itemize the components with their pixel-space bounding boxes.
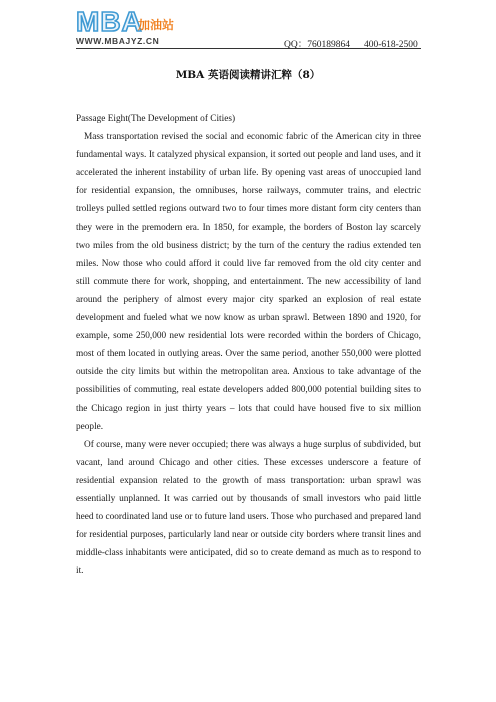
header-rule [76, 48, 421, 49]
paragraph: Mass transportation revised the social and economic fabric of the American city in three fundamental ways. It catalyzed physical expansion, it sorted out people and land uses, and it accelerated the inherent instability of urban life. By opening vast areas of unoccupied land for residential expansion, the omnibuses, horse railways, commuter trains, and electric trolleys pulled settled regions outward two to four times more distant form city centers than they were in the premodern era. In 1850, for example, the borders of Boston lay scarcely two miles from the old business district; by the turn of the century the radius extended ten miles. Now those who could afford it could live far removed from the old city center and still commute there for work, shopping, and entertainment. The new accessibility of land around the periphery of almost every major city sparked an explosion of real estate development and fueled what we now know as urban sprawl. Between 1890 and 1920, for example, some 250,000 new residential lots were recorded within the borders of Chicago, most of them located in outlying areas. Over the same period, another 550,000 were plotted outside the city limits but within the metropolitan area. Anxious to take advantage of the possibilities of commuting, real estate developers added 800,000 potential building sites to the Chicago region in just thirty years – lots that could have housed five to six million people. [76, 132, 421, 432]
passage-title: Passage Eight(The Development of Cities) [76, 114, 236, 124]
document-body [76, 110, 421, 580]
logo-chinese-text: 加油站 [138, 18, 175, 32]
phone-number: 400-618-2500 [363, 40, 418, 50]
qq-number: QQ：760189864 [284, 40, 350, 50]
logo-mba-text: MBA [76, 6, 143, 37]
logo-url: WWW.MBAJYZ.CN [76, 36, 160, 46]
document-title: MBA 英语阅读精讲汇粹（8） [175, 69, 321, 81]
mba-logo [76, 8, 186, 46]
paragraph: Of course, many were never occupied; there was always a huge surplus of subdivided, but vacant, land around Chicago and other cities. These excesses underscore a feature of residential expansion related to the growth of mass transportation: urban sprawl was essentially unplanned. It was carried out by thousands of small investors who paid little heed to coordinated land use or to future land users. Those who purchased and prepared land for residential purposes, particularly land near or outside city borders where transit lines and middle-class inhabitants were anticipated, did so to create demand as much as to respond to it. [76, 439, 421, 577]
page-header [0, 0, 496, 50]
